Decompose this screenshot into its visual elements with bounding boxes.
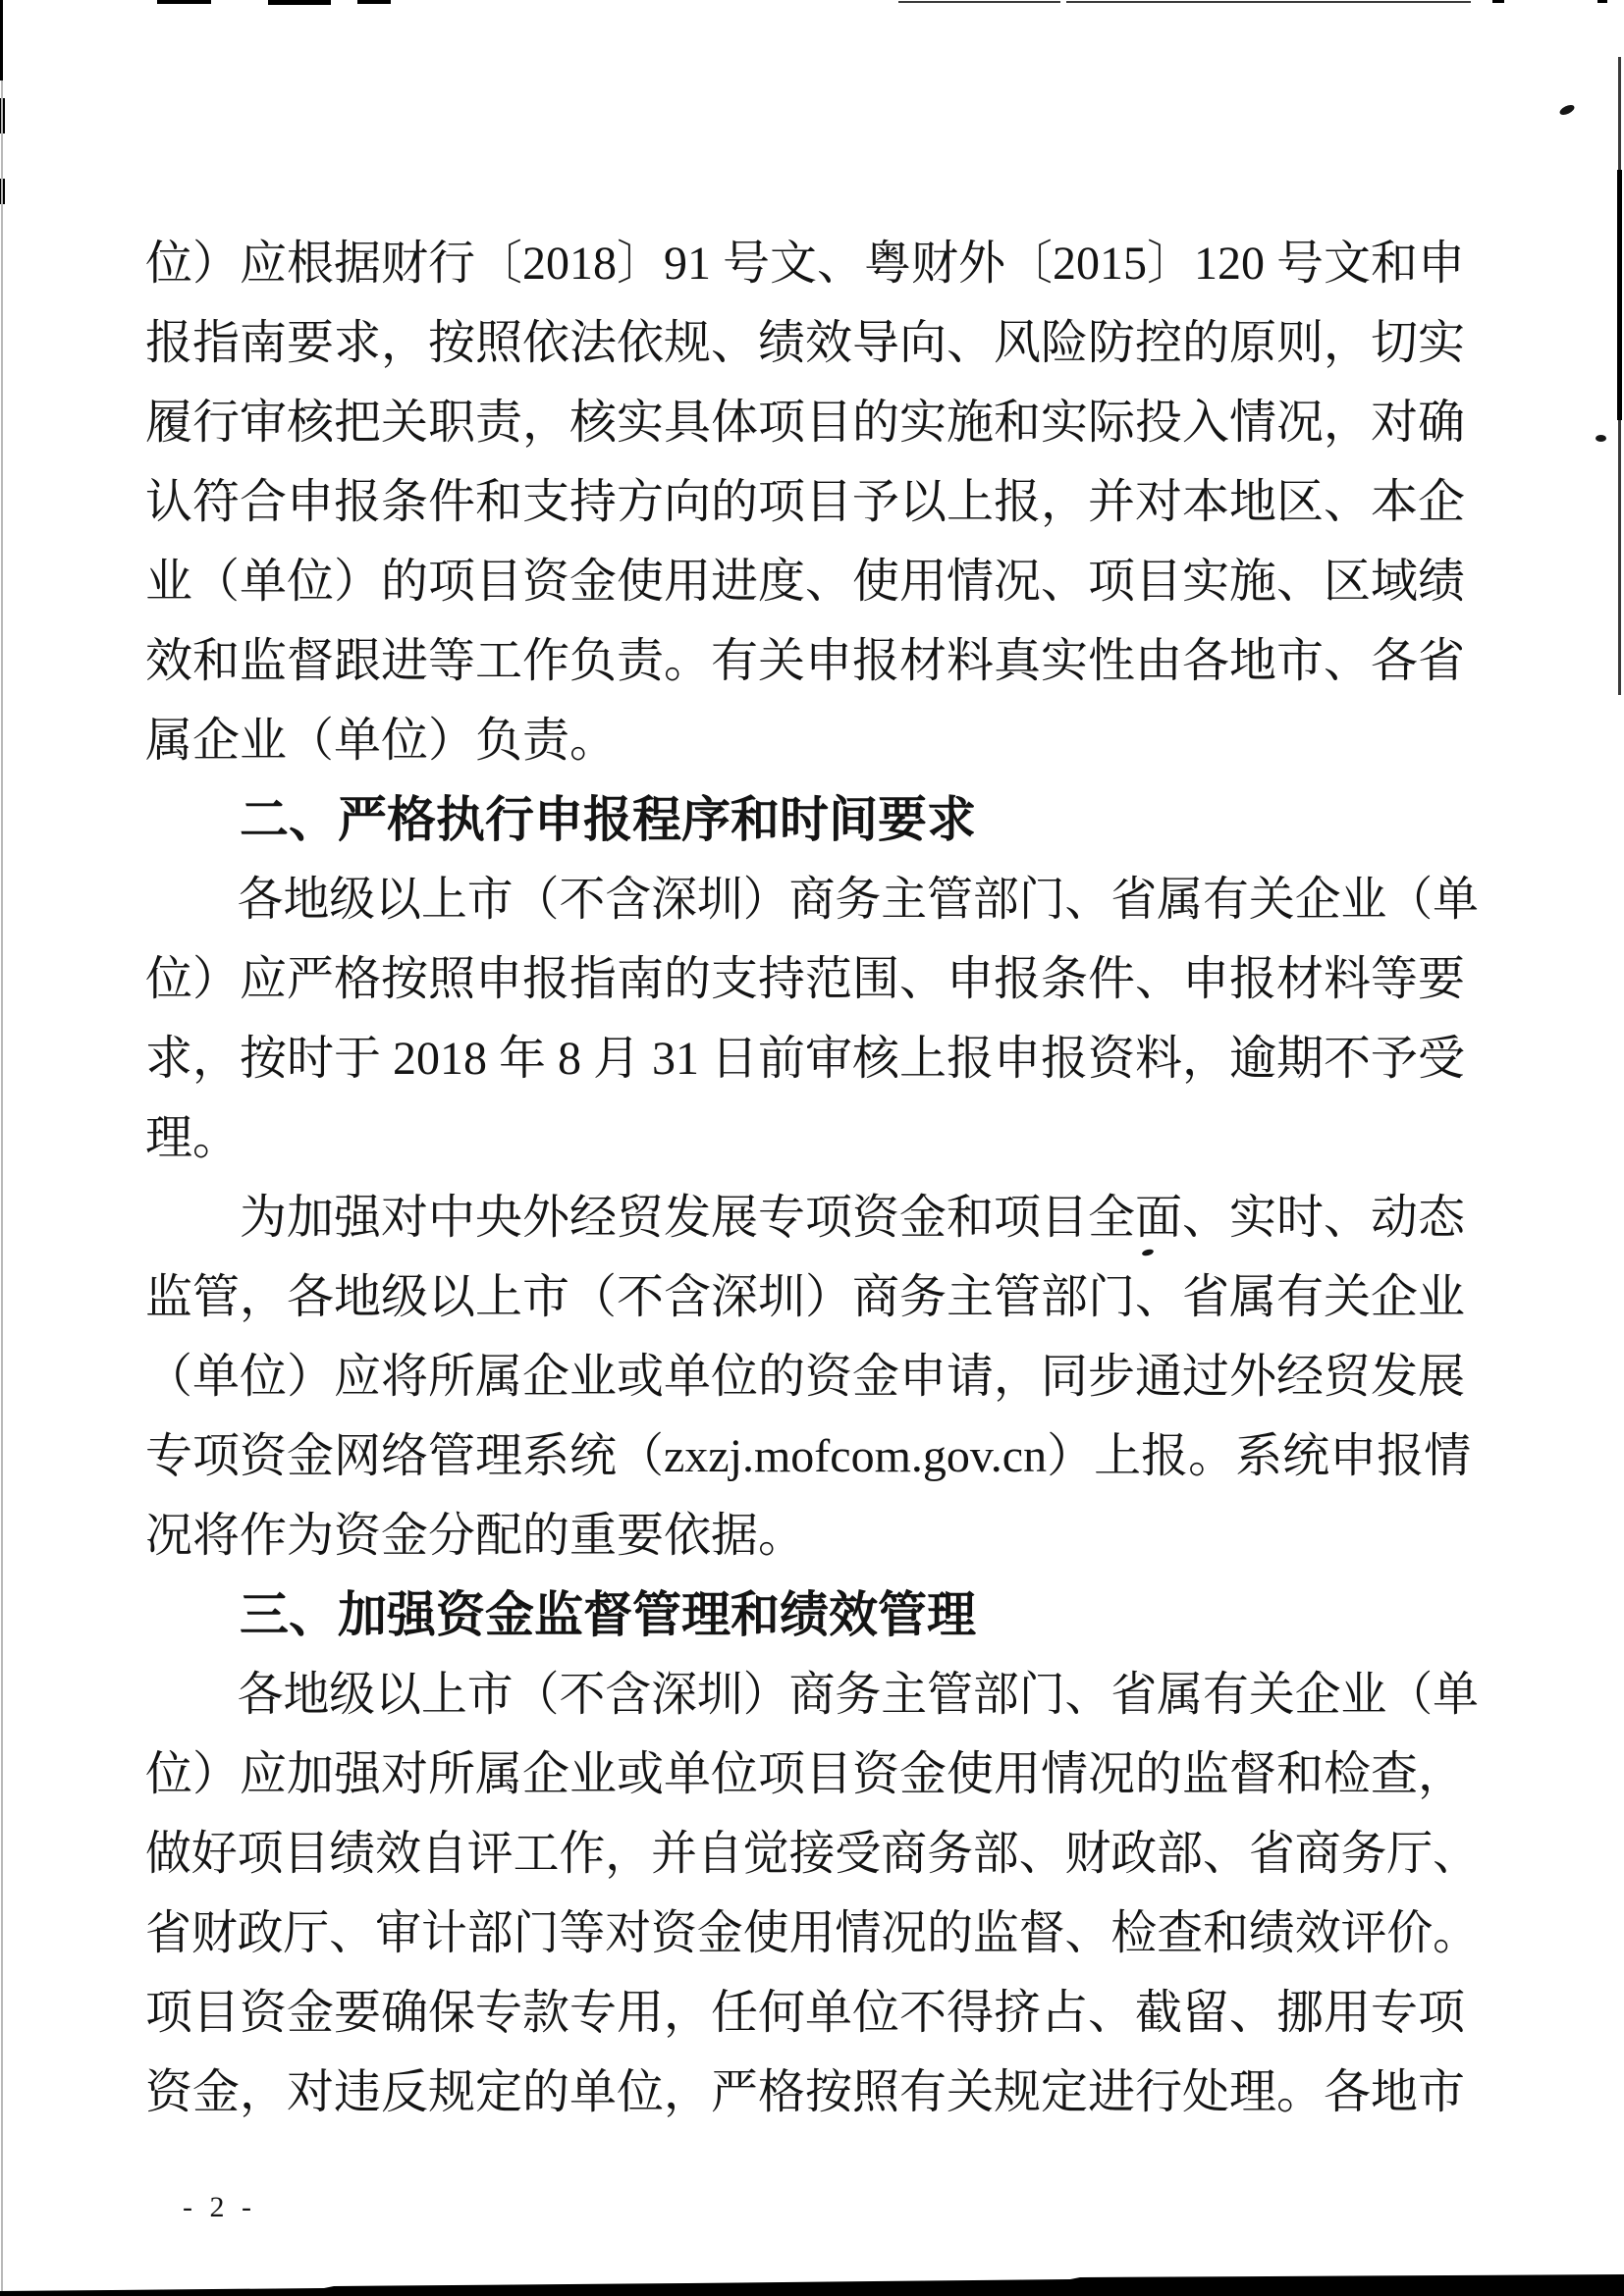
scan-artifact-top-6 [1492,0,1504,3]
document-body [145,224,1479,2132]
scan-artifact-top-7 [1597,0,1607,3]
scan-artifact-left-1 [0,0,3,80]
scan-artifact-top-3 [357,0,391,4]
scan-speck-1 [1558,103,1576,117]
text-line: 理。 [145,1112,241,1164]
page-number: - 2 - [183,2191,256,2223]
text-line: 专项资金网络管理系统（zxzj.mofcom.gov.cn）上报。系统申报情 [145,1430,1472,1482]
text-line: 履行审核把关职责，核实具体项目的实施和实际投入情况，对确 [145,397,1466,449]
text-line: 各地级以上市（不含深圳）商务主管部门、省属有关企业（单 [237,1669,1480,1721]
scan-artifact-left-4 [1,80,3,2296]
text-line: 报指南要求，按照依法依规、绩效导向、风险防控的原则，切实 [145,317,1466,369]
scan-edge-shadow [0,2270,1624,2296]
text-line: 认符合申报条件和支持方向的项目予以上报，并对本地区、本企 [145,476,1466,528]
scan-artifact-right-2 [1617,170,1622,420]
text-line: 项目资金要确保专款专用，任何单位不得挤占、截留、挪用专项 [145,1987,1466,2039]
scan-artifact-top-4 [898,1,1060,3]
scan-speck-2 [1596,435,1606,442]
text-line: 求，按时于 2018 年 8 月 31 日前审核上报申报资料，逾期不予受 [145,1033,1466,1085]
text-line: 省财政厅、审计部门等对资金使用情况的监督、检查和绩效评价。 [145,1907,1480,1959]
section-heading: 二、严格执行申报程序和时间要求 [240,792,976,847]
text-line: 位）应根据财行〔2018〕91 号文、粤财外〔2015〕120 号文和申 [145,238,1466,290]
text-line: 各地级以上市（不含深圳）商务主管部门、省属有关企业（单 [237,874,1480,926]
scan-artifact-top-5 [1066,1,1471,3]
text-line: 资金，对违反规定的单位，严格按照有关规定进行处理。各地市 [145,2066,1466,2118]
section-heading: 三、加强资金监督管理和绩效管理 [240,1587,976,1642]
text-line: 业（单位）的项目资金使用进度、使用情况、项目实施、区域绩 [145,556,1466,608]
scan-artifact-top-2 [268,0,331,5]
text-line: （单位）应将所属企业或单位的资金申请，同步通过外经贸发展 [145,1351,1466,1403]
text-line: 监管，各地级以上市（不含深圳）商务主管部门、省属有关企业 [145,1271,1466,1323]
text-line: 位）应严格按照申报指南的支持范围、申报条件、申报材料等要 [145,953,1466,1005]
text-line: 效和监督跟进等工作负责。有关申报材料真实性由各地市、各省 [145,635,1466,687]
text-line: 况将作为资金分配的重要依据。 [145,1510,806,1562]
scan-artifact-right-3 [1618,420,1621,695]
text-line: 做好项目绩效自评工作，并自觉接受商务部、财政部、省商务厅、 [145,1828,1480,1880]
scan-artifact-right-1 [1618,57,1621,170]
text-line: 位）应加强对所属企业或单位项目资金使用情况的监督和检查， [145,1748,1466,1800]
scan-artifact-top-1 [157,0,211,4]
text-line: 为加强对中央外经贸发展专项资金和项目全面、实时、动态 [240,1192,1466,1244]
text-line: 属企业（单位）负责。 [145,715,618,767]
